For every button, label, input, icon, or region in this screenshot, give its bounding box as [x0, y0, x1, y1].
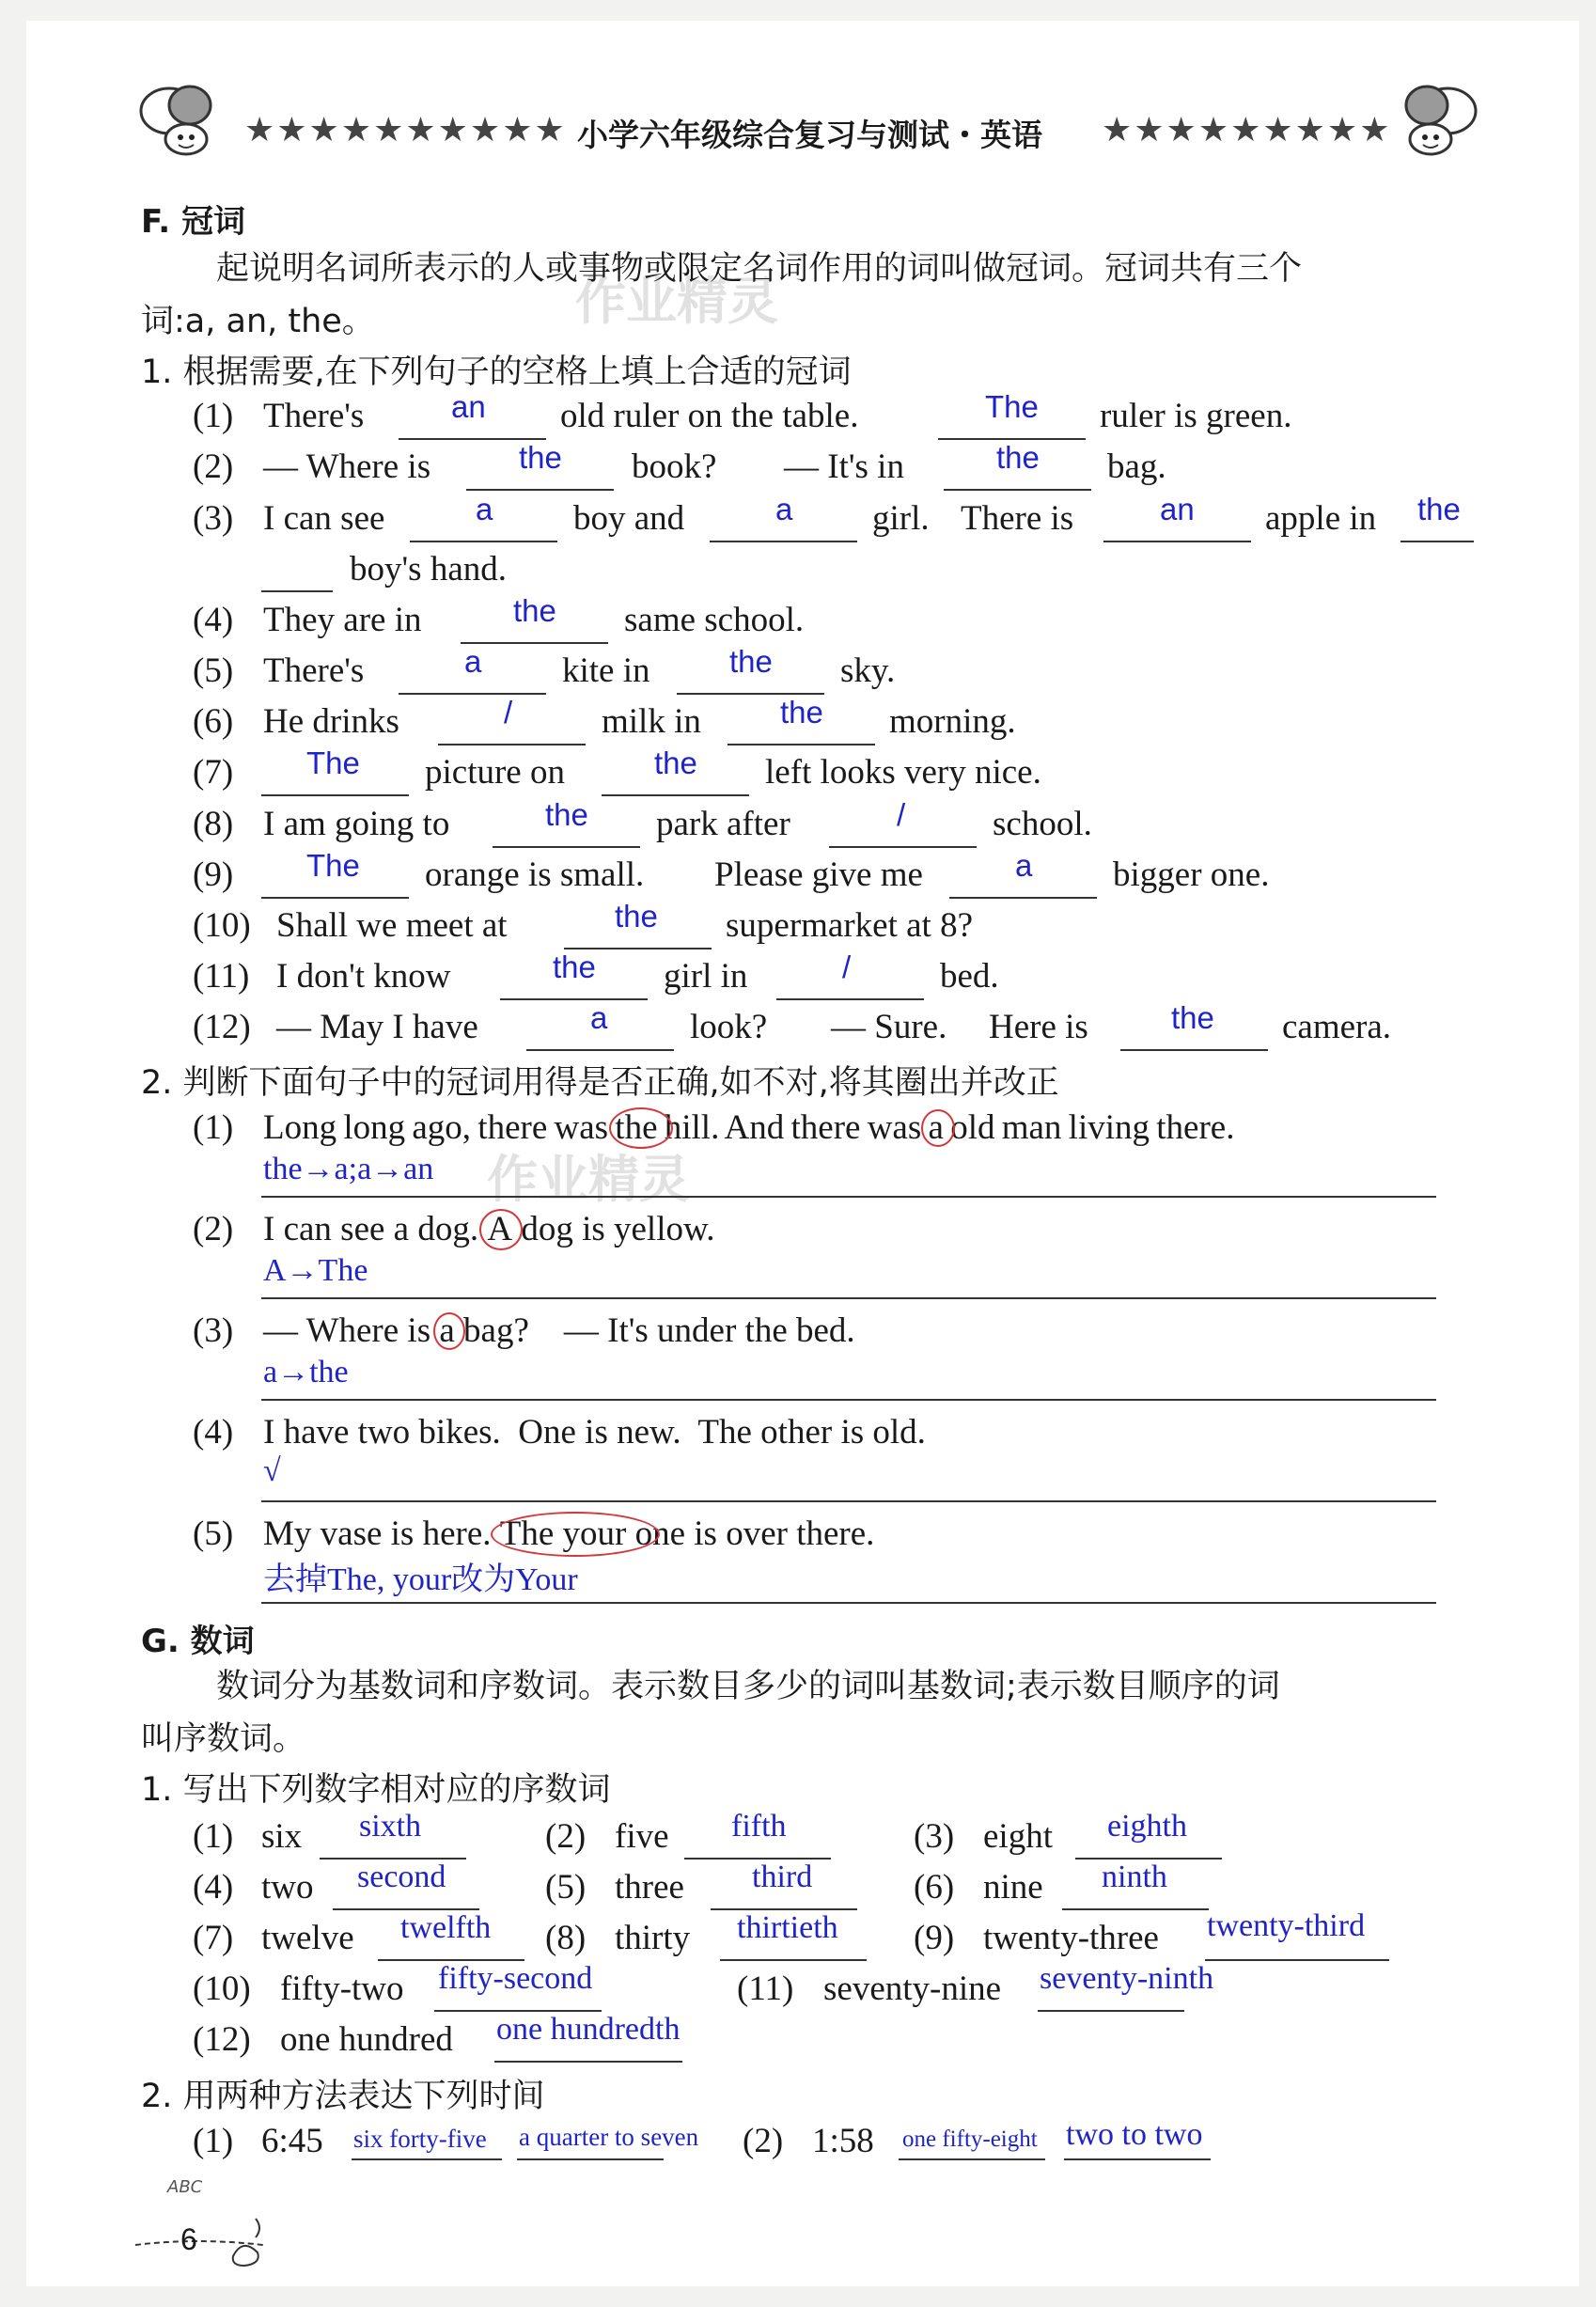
answer-text: one fifty-eight — [902, 2127, 1038, 2152]
answer-blank — [1038, 2010, 1184, 2012]
answer-text: thirtieth — [737, 1910, 838, 1945]
answer-blank — [1120, 1049, 1268, 1051]
answer-text: the — [780, 695, 823, 730]
sentence-text: — Where is a bag? — It's under the bed. — [263, 1311, 855, 1350]
item-number: (2) — [545, 1817, 587, 1856]
item-number: (4) — [193, 601, 234, 639]
sentence-text: book? — [632, 447, 717, 486]
circled-error: The your — [500, 1514, 627, 1554]
answer-blank — [1064, 2158, 1211, 2160]
answer-text: / — [897, 797, 906, 832]
sentence-text: bag. — [1107, 447, 1166, 486]
question-title: 2. 用两种方法表达下列时间 — [141, 2078, 545, 2115]
sentence-text: I am going to — [263, 805, 450, 843]
answer-text: an — [1160, 492, 1195, 526]
sentence-text: same school. — [624, 601, 805, 639]
circled-error: A — [487, 1209, 512, 1249]
answer-text: the — [1417, 492, 1461, 526]
item-number: (3) — [193, 1311, 234, 1350]
sentence-text: milk in — [602, 702, 701, 741]
sentence-text: sky. — [840, 651, 896, 690]
answer-blank — [602, 794, 749, 796]
answer-line — [261, 1297, 1436, 1299]
item-number: (1) — [193, 2122, 234, 2160]
item-number: (1) — [193, 397, 234, 435]
sentence-text: There is — [961, 499, 1074, 538]
item-number: (9) — [914, 1919, 955, 1957]
section-g-intro: 叫序数词。 — [141, 1720, 306, 1758]
answer-text: a — [590, 1000, 608, 1035]
bee-right-icon — [1382, 83, 1485, 167]
number-word: five — [615, 1817, 669, 1856]
answer-blank — [261, 590, 333, 592]
answer-blank — [1400, 541, 1474, 542]
item-number: (7) — [193, 753, 234, 792]
sentence-text: They are in — [263, 601, 422, 639]
answer-text: a — [775, 492, 793, 526]
bee-left-icon — [132, 83, 235, 167]
sentence-text: — Where is — [263, 447, 431, 486]
section-f-intro: 词:a, an, the。 — [141, 303, 375, 340]
answer-text: third — [752, 1860, 813, 1894]
section-g-intro: 数词分为基数词和序数词。表示数目多少的词叫基数词;表示数目顺序的词 — [216, 1668, 1280, 1705]
answer-blank — [494, 2061, 682, 2063]
sentence-text: I can see a dog. A dog is yellow. — [263, 1210, 715, 1248]
answer-text: twelfth — [400, 1910, 492, 1945]
item-number: (2) — [743, 2122, 784, 2160]
footer-doodle-text: ABC — [167, 2177, 203, 2197]
item-number: (5) — [193, 1514, 234, 1553]
answer-text: a — [464, 644, 482, 679]
question-title: 1. 根据需要,在下列句子的空格上填上合适的冠词 — [141, 353, 852, 391]
answer-blank — [438, 744, 586, 745]
sentence-text: picture on — [425, 753, 565, 792]
answer-blank — [517, 2158, 664, 2160]
answer-text: the — [513, 593, 556, 628]
sentence-text: girl. — [872, 499, 930, 538]
answer-text: the — [615, 899, 658, 934]
answer-text: twenty-third — [1207, 1908, 1366, 1943]
item-number: (8) — [545, 1919, 587, 1957]
header-stars-right: ★★★★★★★★★ — [1102, 111, 1392, 149]
item-number: (9) — [193, 855, 234, 894]
item-number: (1) — [193, 1817, 234, 1856]
answer-blank — [261, 897, 409, 899]
answer-blank — [710, 541, 857, 542]
sentence-text: morning. — [889, 702, 1016, 741]
number-word: two — [261, 1868, 314, 1907]
answer-blank — [500, 998, 648, 1000]
answer-blank — [1205, 1959, 1389, 1961]
answer-text: the→a;a→an — [263, 1152, 434, 1186]
sentence-text: — Sure. — [831, 1008, 947, 1046]
item-number: (12) — [193, 1008, 251, 1046]
answer-text: the — [996, 440, 1040, 475]
answer-line — [261, 1399, 1436, 1401]
answer-text: a quarter to seven — [519, 2123, 699, 2151]
sentence-text: bigger one. — [1113, 855, 1270, 894]
answer-text: The — [306, 745, 360, 780]
sentence-text: There's — [263, 651, 365, 690]
item-number: (4) — [193, 1413, 234, 1452]
item-number: (1) — [193, 1108, 234, 1147]
answer-blank — [493, 846, 640, 848]
answer-blank — [899, 2158, 1045, 2160]
answer-text: the — [553, 949, 596, 984]
sentence-text: — It's in — [784, 447, 904, 486]
item-number: (7) — [193, 1919, 234, 1957]
answer-blank — [526, 1049, 674, 1051]
item-number: (10) — [193, 1970, 251, 2008]
number-word: fifty-two — [280, 1970, 404, 2008]
answer-text: the — [1171, 1000, 1214, 1035]
section-f-intro: 起说明名词所表示的人或事物或限定名词作用的词叫做冠词。冠词共有三个 — [216, 250, 1303, 288]
question-title: 1. 写出下列数字相对应的序数词 — [141, 1771, 611, 1809]
answer-blank — [399, 693, 546, 695]
sentence-text: look? — [690, 1008, 768, 1046]
item-number: (4) — [193, 1868, 234, 1907]
answer-text: one hundredth — [496, 2012, 681, 2047]
answer-text: A→The — [263, 1253, 368, 1288]
number-word: one hundred — [280, 2020, 453, 2059]
answer-line — [261, 1196, 1436, 1198]
answer-text: a — [476, 492, 493, 526]
sentence-text: I don't know — [276, 957, 451, 996]
answer-text: the — [519, 440, 562, 475]
answer-text: six forty-five — [353, 2125, 487, 2153]
sentence-text: Shall we meet at — [276, 906, 508, 945]
answer-text: a→the — [263, 1355, 349, 1389]
item-number: (2) — [193, 447, 234, 486]
answer-text: 去掉The, your改为Your — [263, 1562, 578, 1597]
sentence-text: Here is — [989, 1008, 1088, 1046]
answer-blank — [410, 541, 557, 542]
answer-text: ninth — [1102, 1860, 1167, 1894]
sentence-text: I can see — [263, 499, 385, 538]
answer-blank — [461, 642, 608, 644]
watermark: 作业精灵 — [487, 1150, 690, 1209]
answer-blank — [720, 1959, 867, 1961]
circled-error: a — [439, 1310, 454, 1351]
item-number: (10) — [193, 906, 251, 945]
answer-text: a — [1015, 848, 1033, 883]
sentence-text: I have two bikes. One is new. The other is old. — [263, 1413, 926, 1452]
answer-text: / — [842, 949, 852, 984]
answer-text: / — [504, 695, 513, 730]
answer-text: two to two — [1066, 2117, 1203, 2152]
question-title: 2. 判断下面句子中的冠词用得是否正确,如不对,将其圈出并改正 — [141, 1064, 1059, 1102]
answer-text: The — [306, 848, 360, 883]
time-value: 6:45 — [261, 2122, 323, 2160]
sentence-text: apple in — [1265, 499, 1377, 538]
answer-blank — [352, 2158, 502, 2160]
answer-blank — [466, 489, 614, 491]
item-number: (5) — [193, 651, 234, 690]
time-value: 1:58 — [812, 2122, 874, 2160]
sentence-text: My vase is here. The your one is over there. — [263, 1514, 874, 1554]
answer-text: seventy-ninth — [1040, 1961, 1214, 1996]
item-number: (6) — [914, 1868, 955, 1907]
answer-text: sixth — [359, 1809, 422, 1844]
page-number: 6 — [180, 2222, 197, 2256]
number-word: thirty — [615, 1919, 691, 1957]
sentence-text: orange is small. — [425, 855, 645, 894]
sentence-text: kite in — [562, 651, 650, 690]
page-header-title: 小学六年级综合复习与测试・英语 — [577, 117, 1042, 153]
sentence-text: — May I have — [276, 1008, 478, 1046]
answer-blank — [776, 998, 924, 1000]
answer-line — [261, 1500, 1436, 1502]
section-f-heading: F. 冠词 — [141, 203, 245, 241]
item-number: (12) — [193, 2020, 251, 2059]
sentence-text: park after — [656, 805, 790, 843]
answer-text: second — [357, 1860, 446, 1894]
sentence-text: Please give me — [714, 855, 923, 894]
answer-blank — [1103, 541, 1251, 542]
answer-blank — [949, 897, 1097, 899]
number-word: three — [615, 1868, 684, 1907]
answer-blank — [829, 846, 977, 848]
answer-text: fifth — [731, 1809, 787, 1844]
sentence-text: left looks very nice. — [765, 753, 1041, 792]
number-word: nine — [983, 1868, 1043, 1907]
circled-error: the — [615, 1107, 657, 1148]
answer-text: the — [654, 745, 697, 780]
answer-text: The — [985, 389, 1039, 424]
footer-doodle-icon — [132, 2172, 282, 2275]
item-number: (3) — [914, 1817, 955, 1856]
answer-blank — [944, 489, 1091, 491]
answer-blank — [1062, 1908, 1209, 1910]
item-number: (2) — [193, 1210, 234, 1248]
number-word: twelve — [261, 1919, 354, 1957]
sentence-text: There's — [263, 397, 365, 435]
sentence-text: bed. — [940, 957, 999, 996]
item-number: (5) — [545, 1868, 587, 1907]
header-stars-left: ★★★★★★★★★★ — [244, 111, 567, 149]
sentence-text: girl in — [664, 957, 748, 996]
answer-text: an — [451, 389, 486, 424]
answer-text: fifty-second — [438, 1961, 593, 1996]
item-number: (6) — [193, 702, 234, 741]
circled-error: a — [929, 1107, 944, 1148]
number-word: twenty-three — [983, 1919, 1159, 1957]
sentence-text: supermarket at 8? — [726, 906, 973, 945]
answer-blank — [728, 744, 875, 745]
item-number: (11) — [193, 957, 250, 996]
section-g-heading: G. 数词 — [141, 1623, 255, 1660]
answer-text: √ — [263, 1453, 281, 1488]
sentence-text: ruler is green. — [1100, 397, 1292, 435]
watermark: 作业精灵 — [575, 272, 778, 331]
sentence-text: school. — [993, 805, 1092, 843]
answer-text: the — [729, 644, 773, 679]
item-number: (3) — [193, 499, 234, 538]
answer-line — [261, 1602, 1436, 1604]
answer-text: the — [545, 797, 588, 832]
number-word: seventy-nine — [823, 1970, 1002, 2008]
answer-blank — [261, 794, 409, 796]
sentence-text: Long long ago, there was the hill. And there was a old man living there. — [263, 1108, 1235, 1147]
item-number: (8) — [193, 805, 234, 843]
sentence-text: boy and — [573, 499, 685, 538]
number-word: six — [261, 1817, 303, 1856]
sentence-text: old ruler on the table. — [560, 397, 859, 435]
sentence-text: He drinks — [263, 702, 399, 741]
answer-text: eighth — [1107, 1809, 1187, 1844]
sentence-text: camera. — [1282, 1008, 1392, 1046]
item-number: (11) — [737, 1970, 794, 2008]
sentence-text: boy's hand. — [350, 550, 507, 589]
number-word: eight — [983, 1817, 1053, 1856]
